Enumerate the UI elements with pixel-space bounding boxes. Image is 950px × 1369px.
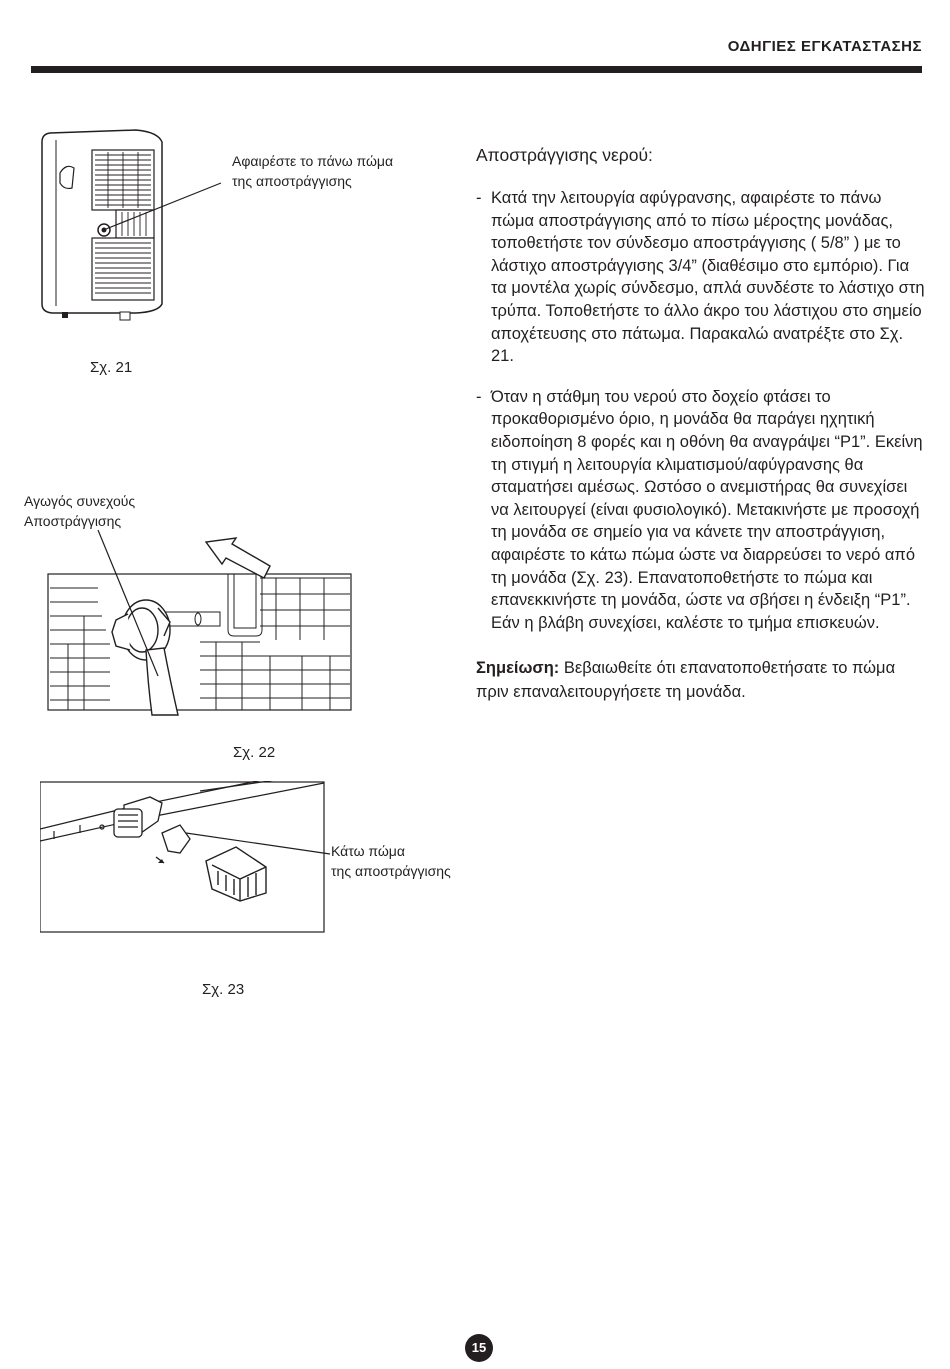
instructions-column (476, 143, 926, 704)
fig21-caption: Σχ. 21 (90, 359, 133, 376)
fig21-callout-line1: Αφαιρέστε το πάνω πώμα (232, 153, 394, 169)
bullet-1-marker: - (476, 189, 482, 207)
page-number-badge: 15 (465, 1334, 493, 1362)
fig23-callout (331, 841, 451, 881)
fig21-callout-line2: της αποστράγγισης (232, 173, 352, 189)
bullet-2-marker: - (476, 387, 482, 406)
fig23-callout-line1: Κάτω πώμα (331, 843, 405, 859)
note-label: Σημείωση: (476, 659, 560, 678)
fig23-callout-line2: της αποστράγγισης (331, 863, 451, 879)
bullet-2 (476, 386, 926, 635)
fig22-callout-line1: Αγωγός συνεχούς (24, 493, 136, 509)
fig21-callout (232, 151, 393, 191)
fig22-callout-line2: Αποστράγγισης (24, 513, 122, 529)
note (476, 656, 926, 704)
fig23-caption: Σχ. 23 (202, 981, 245, 998)
fig22-callout (24, 491, 135, 531)
bullet-1-text: Κατά την λειτουργία αφύγρανσης, αφαιρέστε το πάνω πώμα αποστράγγισης από το πίσω μέροςτης μονάδας, τοποθετήστε τον σύνδεσμο αποστράγγισης ( 5/8” ) με το λάστιχο αποστράγγισης 3/4” (διαθέσιμο στο εμπόριο). Για τα μοντέλα χωρίς σύνδεσμο, απλά συνδέστε το λάστιχο στη τρύπα. Τοποθετήστε το άλλο άκρο του λάστιχου στο σημείο αποχέτευσης στο πάτωμα. Παρακαλώ ανατρέξτε στο Σχ. 21. (491, 189, 925, 366)
figure-23-illustration (40, 781, 340, 936)
note-text: Βεβαιωθείτε ότι επανατοποθετήσατε το πώμα πριν επαναλειτουργήσετε τη μονάδα. (476, 659, 896, 702)
header-divider (31, 66, 922, 73)
bullet-2-text: Όταν η στάθμη του νερού στο δοχείο φτάσει το προκαθορισμένο όριο, η μονάδα θα παράγει ηχητική ειδοποίηση 8 φορές και η οθόνη θα αναγράψει “P1”. Εκείνη τη στιγμή η λειτουργία κλιματισμού/αφύγρανσης θα σταματήσει αμέσως. Ωστόσο ο ανεμιστήρας θα συνεχίσει να λειτουργεί (είναι φυσιολογικό). Μετακινήστε με προσοχή τη μονάδα σε σημείο για να κάνετε την αποστράγγιση, αφαιρέστε το κάτω πώμα ώστε να διαρρεύσει το νερό από τη μονάδα (Σχ. 23). Επανατοποθετήστε το πώμα και επανεκκινήστε τη μονάδα, ώστε να σβήσει η ένδειξη “P1”. Εάν η βλάβη συνεχίσει, καλέστε το τμήμα επισκευών. (491, 387, 923, 632)
bullet-1 (476, 187, 926, 368)
fig22-caption: Σχ. 22 (233, 744, 276, 761)
page-header-title: ΟΔΗΓΙΕΣ ΕΓΚΑΤΑΣΤΑΣΗΣ (727, 38, 922, 55)
figure-22-illustration (20, 530, 360, 720)
section-title: Αποστράγγισης νερού: (476, 145, 653, 165)
